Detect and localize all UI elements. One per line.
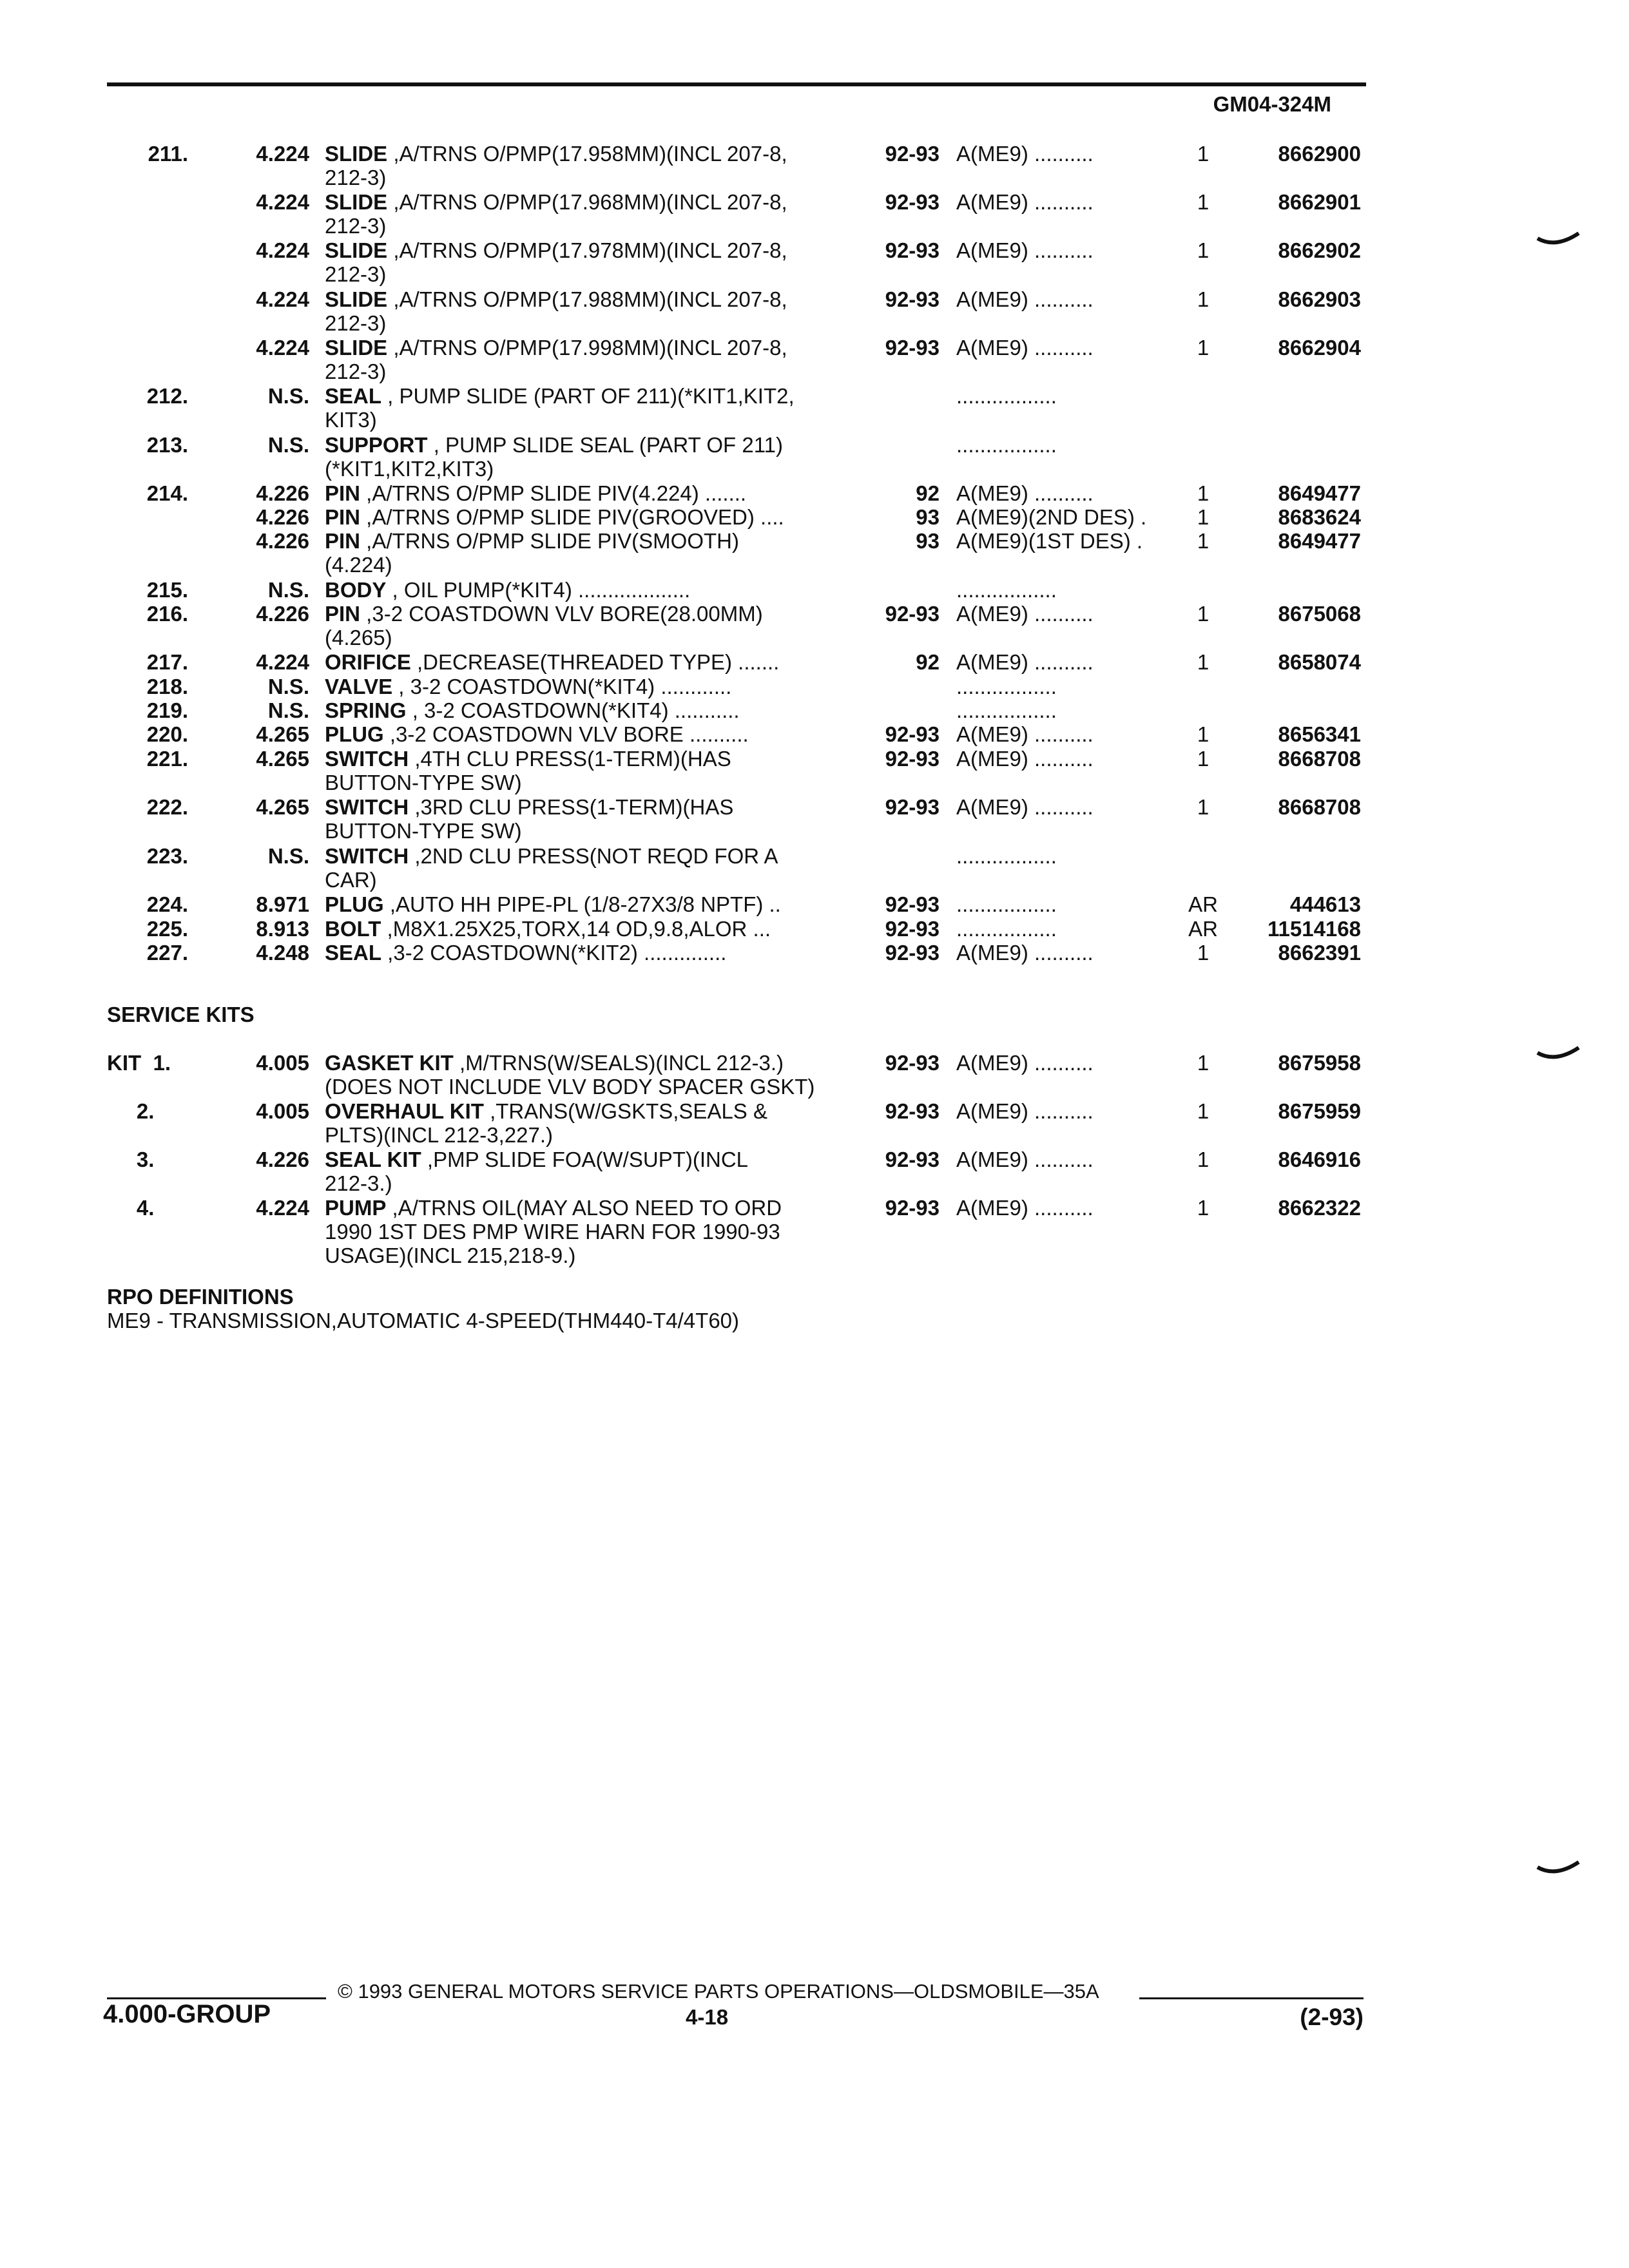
ref-number: KIT 1. <box>107 1051 171 1075</box>
part-detail: ,A/TRNS O/PMP(17.988MM)(INCL 207-8, <box>387 287 787 311</box>
part-detail-continued: BUTTON-TYPE SW) <box>325 771 522 794</box>
part-detail: ,A/TRNS O/PMP(17.998MM)(INCL 207-8, <box>387 336 787 360</box>
usage-code: A(ME9) .......... <box>956 287 1094 311</box>
margin-mark <box>1536 1856 1581 1881</box>
quantity: 1 <box>1197 481 1210 505</box>
part-number: 8649477 <box>1278 529 1361 553</box>
part-description <box>325 675 860 698</box>
model-years: 92-93 <box>885 602 940 626</box>
part-detail-continued: 212-3) <box>325 360 387 383</box>
margin-mark <box>1536 227 1581 253</box>
illustration-number: N.S. <box>267 675 309 698</box>
model-years: 92-93 <box>885 795 940 819</box>
part-detail: ,A/TRNS O/PMP(17.958MM)(INCL 207-8, <box>387 142 787 166</box>
usage-code: A(ME9) .......... <box>956 650 1094 674</box>
page-number: 4-18 <box>686 2005 729 2029</box>
part-name: SEAL <box>325 941 382 965</box>
model-years: 92-93 <box>885 1099 940 1123</box>
ref-number: 221. <box>146 747 188 771</box>
part-detail: ,4TH CLU PRESS(1-TERM)(HAS <box>409 747 731 771</box>
part-detail: ,M8X1.25X25,TORX,14 OD,9.8,ALOR ... <box>381 917 771 941</box>
part-detail: ,TRANS(W/GSKTS,SEALS & <box>483 1099 767 1123</box>
usage-code: ................. <box>956 384 1057 408</box>
usage-code: ................. <box>956 917 1057 941</box>
part-description <box>325 602 860 649</box>
part-name: SLIDE <box>325 287 388 311</box>
part-number: 8662904 <box>1278 336 1361 360</box>
usage-code: A(ME9) .......... <box>956 238 1094 262</box>
part-detail-continued: (4.224) <box>325 553 392 577</box>
ref-number: 213. <box>146 433 188 457</box>
model-years: 92 <box>916 481 940 505</box>
part-number: 8668708 <box>1278 747 1361 771</box>
quantity: 1 <box>1197 1099 1210 1123</box>
part-name: SLIDE <box>325 190 388 214</box>
part-name: SUPPORT <box>325 433 428 457</box>
header-rule <box>107 82 1366 86</box>
part-detail: ,A/TRNS O/PMP SLIDE PIV(GROOVED) .... <box>360 505 784 529</box>
illustration-number: 4.226 <box>256 481 309 505</box>
part-description <box>325 650 860 674</box>
part-number: 8683624 <box>1278 505 1361 529</box>
part-description <box>325 505 860 529</box>
model-years: 92 <box>916 650 940 674</box>
revision-date: (2-93) <box>1300 2004 1364 2030</box>
part-description <box>325 1051 860 1099</box>
part-detail: ,PMP SLIDE FOA(W/SUPT)(INCL <box>421 1148 749 1171</box>
part-detail: ,A/TRNS O/PMP SLIDE PIV(4.224) ....... <box>360 481 747 505</box>
part-description <box>325 238 860 286</box>
part-name: SWITCH <box>325 747 409 771</box>
ref-number: 211. <box>148 142 188 166</box>
part-number: 8675068 <box>1278 602 1361 626</box>
illustration-number: 4.224 <box>256 650 309 674</box>
part-name: SEAL <box>325 384 382 408</box>
illustration-number: N.S. <box>267 698 309 722</box>
quantity: AR <box>1188 917 1218 941</box>
quantity: AR <box>1188 892 1218 916</box>
part-name: PIN <box>325 529 361 553</box>
quantity: 1 <box>1197 529 1210 553</box>
part-number: 8656341 <box>1278 722 1361 746</box>
usage-code: ................. <box>956 844 1057 868</box>
part-name: GASKET KIT <box>325 1051 454 1075</box>
model-years: 92-93 <box>885 238 940 262</box>
part-number: 8662900 <box>1278 142 1361 166</box>
model-years: 92-93 <box>885 142 940 166</box>
usage-code: ................. <box>956 675 1057 698</box>
part-name: VALVE <box>325 675 393 698</box>
illustration-number: N.S. <box>267 844 309 868</box>
illustration-number: 4.226 <box>256 602 309 626</box>
part-number: 8662901 <box>1278 190 1361 214</box>
illustration-number: N.S. <box>267 433 309 457</box>
usage-code: A(ME9) .......... <box>956 795 1094 819</box>
usage-code: A(ME9) .......... <box>956 602 1094 626</box>
quantity: 1 <box>1197 747 1210 771</box>
part-detail: ,3-2 COASTDOWN(*KIT2) .............. <box>381 941 727 965</box>
model-years: 92-93 <box>885 892 940 916</box>
part-detail: ,2ND CLU PRESS(NOT REQD FOR A <box>409 844 778 868</box>
part-number: 8662391 <box>1278 941 1361 965</box>
ref-number: 224. <box>146 892 188 916</box>
rpo-heading: RPO DEFINITIONS <box>107 1285 294 1309</box>
usage-code: A(ME9) .......... <box>956 190 1094 214</box>
part-number: 8662902 <box>1278 238 1361 262</box>
part-name: PIN <box>325 505 361 529</box>
part-number: 8658074 <box>1278 650 1361 674</box>
part-number: 8662903 <box>1278 287 1361 311</box>
usage-code: ................. <box>956 698 1057 722</box>
part-detail-continued: 212-3.) <box>325 1171 392 1195</box>
usage-code: A(ME9) .......... <box>956 1148 1094 1171</box>
part-detail-continued: (4.265) <box>325 626 392 649</box>
model-years: 92-93 <box>885 941 940 965</box>
ref-number: 212. <box>146 384 188 408</box>
part-number: 8675958 <box>1278 1051 1361 1075</box>
footer-rule-left <box>107 1997 326 1999</box>
footer-group: 4.000-GROUP <box>103 2000 271 2028</box>
part-description <box>325 578 860 602</box>
part-detail: ,A/TRNS OIL(MAY ALSO NEED TO ORD <box>386 1196 782 1220</box>
part-description <box>325 433 860 481</box>
part-detail-continued: KIT3) <box>325 408 377 432</box>
usage-code: ................. <box>956 578 1057 602</box>
margin-mark <box>1536 1041 1581 1067</box>
part-detail-continued: CAR) <box>325 868 377 892</box>
part-detail-continued: 212-3) <box>325 166 387 189</box>
illustration-number: 4.005 <box>256 1099 309 1123</box>
part-detail-continued: (*KIT1,KIT2,KIT3) <box>325 457 494 481</box>
usage-code: ................. <box>956 433 1057 457</box>
illustration-number: N.S. <box>267 578 309 602</box>
illustration-number: 8.913 <box>256 917 309 941</box>
part-name: SWITCH <box>325 844 409 868</box>
part-name: SLIDE <box>325 336 388 360</box>
part-number: 8649477 <box>1278 481 1361 505</box>
illustration-number: 4.224 <box>256 287 309 311</box>
part-description <box>325 747 860 794</box>
part-number: 8662322 <box>1278 1196 1361 1220</box>
part-description <box>325 698 860 722</box>
usage-code: A(ME9) .......... <box>956 941 1094 965</box>
ref-number: 227. <box>146 941 188 965</box>
usage-code: ................. <box>956 892 1057 916</box>
part-number: 444613 <box>1289 892 1361 916</box>
part-name: BOLT <box>325 917 381 941</box>
part-detail-continued: BUTTON-TYPE SW) <box>325 819 522 843</box>
model-years: 92-93 <box>885 287 940 311</box>
part-detail: ,A/TRNS O/PMP(17.968MM)(INCL 207-8, <box>387 190 787 214</box>
quantity: 1 <box>1197 941 1210 965</box>
part-detail: ,A/TRNS O/PMP(17.978MM)(INCL 207-8, <box>387 238 787 262</box>
part-name: BODY <box>325 578 387 602</box>
model-years: 92-93 <box>885 1148 940 1171</box>
part-description <box>325 190 860 238</box>
usage-code: A(ME9) .......... <box>956 747 1094 771</box>
ref-number: 2. <box>107 1099 155 1123</box>
part-name: SWITCH <box>325 795 409 819</box>
part-detail: ,AUTO HH PIPE-PL (1/8-27X3/8 NPTF) .. <box>383 892 781 916</box>
quantity: 1 <box>1197 1051 1210 1075</box>
model-years: 93 <box>916 529 940 553</box>
model-years: 92-93 <box>885 1196 940 1220</box>
part-name: PUMP <box>325 1196 387 1220</box>
quantity: 1 <box>1197 1196 1210 1220</box>
part-detail: ,3RD CLU PRESS(1-TERM)(HAS <box>409 795 734 819</box>
part-description <box>325 917 860 941</box>
ref-number: 214. <box>146 481 188 505</box>
usage-code: A(ME9) .......... <box>956 1196 1094 1220</box>
part-name: SEAL KIT <box>325 1148 421 1171</box>
quantity: 1 <box>1197 287 1210 311</box>
part-detail-continued: 212-3) <box>325 262 387 286</box>
part-description <box>325 529 860 577</box>
usage-code: A(ME9) .......... <box>956 1051 1094 1075</box>
ref-number: 225. <box>146 917 188 941</box>
illustration-number: 4.226 <box>256 529 309 553</box>
part-number: 8675959 <box>1278 1099 1361 1123</box>
quantity: 1 <box>1197 142 1210 166</box>
part-number: 11514168 <box>1267 917 1361 941</box>
part-description <box>325 1099 860 1147</box>
footer-copyright: © 1993 GENERAL MOTORS SERVICE PARTS OPERATIONS—OLDSMOBILE—35A <box>338 1980 1099 2003</box>
usage-code: A(ME9)(1ST DES) . <box>956 529 1143 553</box>
service-kits-heading: SERVICE KITS <box>107 1003 255 1026</box>
illustration-number: 8.971 <box>256 892 309 916</box>
part-detail: , 3-2 COASTDOWN(*KIT4) ............ <box>392 675 732 698</box>
part-detail: , 3-2 COASTDOWN(*KIT4) ........... <box>406 698 740 722</box>
ref-number: 215. <box>146 578 188 602</box>
quantity: 1 <box>1197 1148 1210 1171</box>
ref-number: 4. <box>107 1196 155 1220</box>
part-name: SLIDE <box>325 238 388 262</box>
model-years: 92-93 <box>885 1051 940 1075</box>
part-description <box>325 844 860 892</box>
ref-number: 217. <box>146 650 188 674</box>
ref-number: 216. <box>146 602 188 626</box>
ref-number: 222. <box>146 795 188 819</box>
illustration-number: 4.224 <box>256 238 309 262</box>
quantity: 1 <box>1197 795 1210 819</box>
part-description <box>325 722 860 746</box>
part-name: PLUG <box>325 722 384 746</box>
quantity: 1 <box>1197 336 1210 360</box>
part-detail-continued: USAGE)(INCL 215,218-9.) <box>325 1244 576 1267</box>
part-name: PIN <box>325 602 361 626</box>
part-description <box>325 384 860 432</box>
illustration-number: 4.005 <box>256 1051 309 1075</box>
ref-number: 3. <box>107 1148 155 1171</box>
part-detail-continued: 212-3) <box>325 214 387 238</box>
part-description <box>325 481 860 505</box>
quantity: 1 <box>1197 238 1210 262</box>
part-name: OVERHAUL KIT <box>325 1099 484 1123</box>
illustration-number: 4.224 <box>256 190 309 214</box>
part-number: 8646916 <box>1278 1148 1361 1171</box>
usage-code: A(ME9) .......... <box>956 142 1094 166</box>
quantity: 1 <box>1197 505 1210 529</box>
usage-code: A(ME9) .......... <box>956 481 1094 505</box>
usage-code: A(ME9) .......... <box>956 336 1094 360</box>
part-description <box>325 287 860 335</box>
quantity: 1 <box>1197 650 1210 674</box>
part-detail: , PUMP SLIDE SEAL (PART OF 211) <box>427 433 783 457</box>
part-name: PIN <box>325 481 361 505</box>
part-number: 8668708 <box>1278 795 1361 819</box>
ref-number: 220. <box>146 722 188 746</box>
part-detail: ,A/TRNS O/PMP SLIDE PIV(SMOOTH) <box>360 529 739 553</box>
part-description <box>325 892 860 916</box>
model-years: 93 <box>916 505 940 529</box>
quantity: 1 <box>1197 602 1210 626</box>
model-years: 92-93 <box>885 917 940 941</box>
quantity: 1 <box>1197 190 1210 214</box>
part-name: PLUG <box>325 892 384 916</box>
part-detail: , OIL PUMP(*KIT4) ................... <box>386 578 691 602</box>
illustration-number: 4.265 <box>256 795 309 819</box>
usage-code: A(ME9) .......... <box>956 722 1094 746</box>
part-detail: ,3-2 COASTDOWN VLV BORE(28.00MM) <box>360 602 763 626</box>
part-description <box>325 336 860 383</box>
part-detail-continued: 212-3) <box>325 311 387 335</box>
part-description <box>325 795 860 843</box>
illustration-number: 4.248 <box>256 941 309 965</box>
part-detail: ,3-2 COASTDOWN VLV BORE .......... <box>383 722 749 746</box>
ref-number: 219. <box>146 698 188 722</box>
part-detail-continued: 1990 1ST DES PMP WIRE HARN FOR 1990-93 <box>325 1220 780 1244</box>
usage-code: A(ME9) .......... <box>956 1099 1094 1123</box>
part-detail: , PUMP SLIDE (PART OF 211)(*KIT1,KIT2, <box>381 384 795 408</box>
ref-number: 223. <box>146 844 188 868</box>
part-description <box>325 1148 860 1195</box>
model-years: 92-93 <box>885 336 940 360</box>
illustration-number: N.S. <box>267 384 309 408</box>
part-detail-continued: (DOES NOT INCLUDE VLV BODY SPACER GSKT) <box>325 1075 815 1099</box>
illustration-number: 4.226 <box>256 505 309 529</box>
illustration-number: 4.224 <box>256 1196 309 1220</box>
model-years: 92-93 <box>885 190 940 214</box>
part-description <box>325 1196 860 1267</box>
part-description <box>325 142 860 189</box>
part-description <box>325 941 860 965</box>
rpo-definition: ME9 - TRANSMISSION,AUTOMATIC 4-SPEED(THM440-T4/4T60) <box>107 1309 740 1332</box>
part-detail-continued: PLTS)(INCL 212-3,227.) <box>325 1123 553 1147</box>
part-detail: ,M/TRNS(W/SEALS)(INCL 212-3.) <box>453 1051 784 1075</box>
model-years: 92-93 <box>885 722 940 746</box>
illustration-number: 4.265 <box>256 722 309 746</box>
part-detail: ,DECREASE(THREADED TYPE) ....... <box>410 650 780 674</box>
part-name: SPRING <box>325 698 407 722</box>
ref-number: 218. <box>146 675 188 698</box>
footer-rule-right <box>1139 1997 1364 1999</box>
quantity: 1 <box>1197 722 1210 746</box>
usage-code: A(ME9)(2ND DES) . <box>956 505 1147 529</box>
illustration-number: 4.226 <box>256 1148 309 1171</box>
document-id: GM04-324M <box>1213 92 1331 116</box>
illustration-number: 4.224 <box>256 142 309 166</box>
model-years: 92-93 <box>885 747 940 771</box>
part-name: SLIDE <box>325 142 388 166</box>
illustration-number: 4.265 <box>256 747 309 771</box>
part-name: ORIFICE <box>325 650 411 674</box>
illustration-number: 4.224 <box>256 336 309 360</box>
